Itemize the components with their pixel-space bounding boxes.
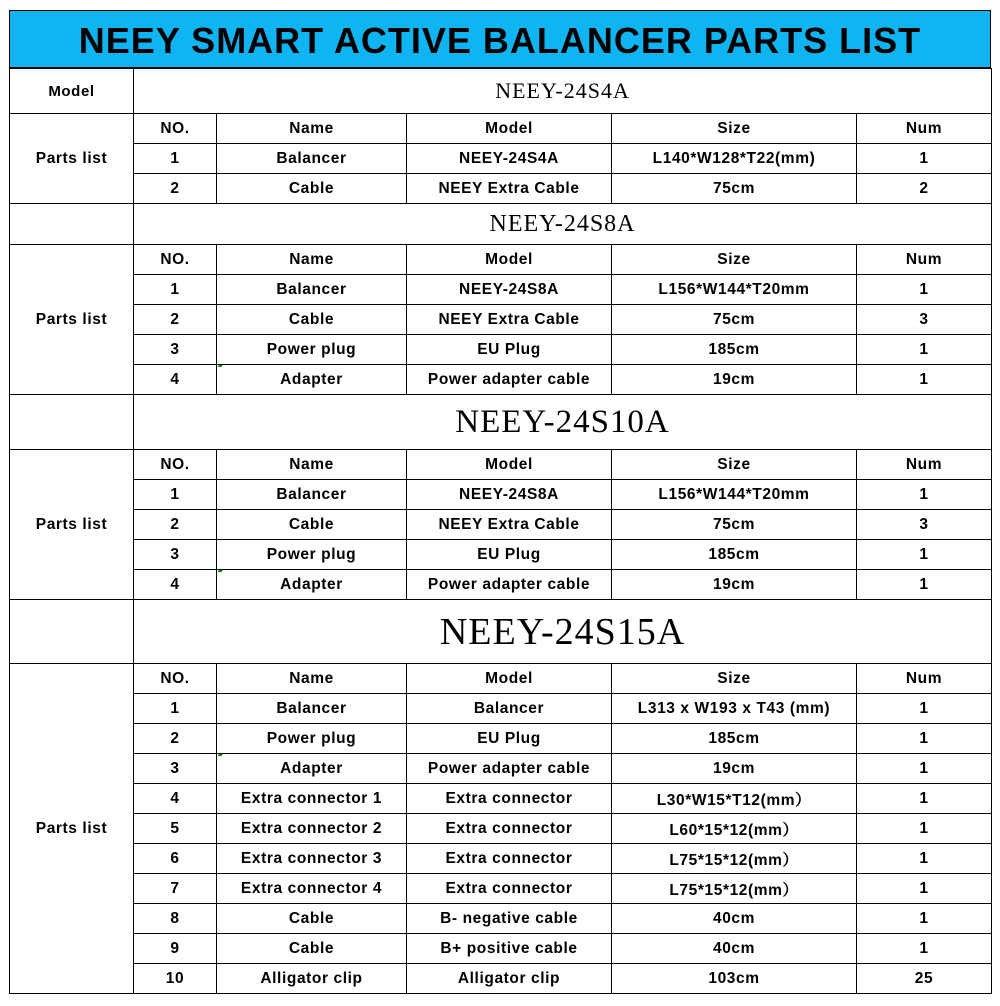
model-row	[10, 395, 992, 450]
model-name: NEEY-24S10A	[134, 395, 992, 450]
part-model: NEEY Extra Cable	[407, 305, 612, 335]
part-model: NEEY Extra Cable	[407, 174, 612, 204]
row-number: 8	[134, 904, 217, 934]
part-name: Cable	[217, 174, 407, 204]
part-size: 185cm	[612, 335, 857, 365]
part-size: 75cm	[612, 174, 857, 204]
part-quantity: 1	[857, 934, 992, 964]
part-size: 103cm	[612, 964, 857, 994]
table-row	[10, 510, 992, 540]
part-model: Alligator clip	[407, 964, 612, 994]
model-label	[10, 600, 134, 664]
part-quantity: 3	[857, 305, 992, 335]
part-name: Adapter	[217, 754, 407, 784]
column-header-part-size: Size	[612, 664, 857, 694]
row-number: 3	[134, 540, 217, 570]
table-row	[10, 934, 992, 964]
table-row	[10, 174, 992, 204]
column-header-row	[10, 664, 992, 694]
row-number: 3	[134, 335, 217, 365]
row-number: 1	[134, 694, 217, 724]
column-header-part-quantity: Num	[857, 114, 992, 144]
column-header-part-name: Name	[217, 664, 407, 694]
row-number: 2	[134, 174, 217, 204]
table-row	[10, 904, 992, 934]
part-size: L60*15*12(mm）	[612, 814, 857, 844]
part-model: Balancer	[407, 694, 612, 724]
part-quantity: 1	[857, 570, 992, 600]
column-header-part-size: Size	[612, 450, 857, 480]
part-size: 185cm	[612, 724, 857, 754]
table-row	[10, 570, 992, 600]
part-name: Cable	[217, 934, 407, 964]
part-quantity: 1	[857, 694, 992, 724]
part-size: L75*15*12(mm）	[612, 844, 857, 874]
part-model: Extra connector	[407, 844, 612, 874]
part-size: 75cm	[612, 510, 857, 540]
model-row	[10, 600, 992, 664]
row-number: 5	[134, 814, 217, 844]
column-header-part-model: Model	[407, 245, 612, 275]
model-label	[10, 204, 134, 245]
table-row	[10, 754, 992, 784]
part-quantity: 1	[857, 275, 992, 305]
part-name: Power plug	[217, 540, 407, 570]
part-name: Power plug	[217, 335, 407, 365]
part-name: Extra connector 2	[217, 814, 407, 844]
part-model: NEEY-24S8A	[407, 480, 612, 510]
column-header-part-name: Name	[217, 245, 407, 275]
part-quantity: 1	[857, 874, 992, 904]
model-label: Model	[10, 69, 134, 114]
column-header-part-name: Name	[217, 114, 407, 144]
part-size: L156*W144*T20mm	[612, 275, 857, 305]
part-size: L156*W144*T20mm	[612, 480, 857, 510]
table-row	[10, 694, 992, 724]
column-header-part-model: Model	[407, 114, 612, 144]
part-name: Extra connector 4	[217, 874, 407, 904]
part-model: Extra connector	[407, 874, 612, 904]
row-number: 6	[134, 844, 217, 874]
part-model: NEEY Extra Cable	[407, 510, 612, 540]
parts-table-body	[10, 69, 992, 994]
row-number: 7	[134, 874, 217, 904]
part-name: Extra connector 1	[217, 784, 407, 814]
parts-table	[9, 68, 992, 994]
table-row	[10, 305, 992, 335]
parts-list-label: Parts list	[10, 664, 134, 994]
part-size: L30*W15*T12(mm）	[612, 784, 857, 814]
model-row	[10, 69, 992, 114]
table-row	[10, 724, 992, 754]
part-quantity: 1	[857, 335, 992, 365]
column-header-part-size: Size	[612, 114, 857, 144]
table-row	[10, 874, 992, 904]
part-model: EU Plug	[407, 540, 612, 570]
part-name: Balancer	[217, 694, 407, 724]
table-row	[10, 365, 992, 395]
column-header-row-number: NO.	[134, 664, 217, 694]
part-size: 19cm	[612, 754, 857, 784]
table-row	[10, 480, 992, 510]
column-header-part-quantity: Num	[857, 450, 992, 480]
part-size: 75cm	[612, 305, 857, 335]
part-quantity: 1	[857, 844, 992, 874]
part-model: Power adapter cable	[407, 365, 612, 395]
model-name: NEEY-24S4A	[134, 69, 992, 114]
model-label	[10, 395, 134, 450]
column-header-row	[10, 245, 992, 275]
part-name: Adapter	[217, 570, 407, 600]
model-name: NEEY-24S8A	[134, 204, 992, 245]
part-model: Power adapter cable	[407, 754, 612, 784]
part-quantity: 3	[857, 510, 992, 540]
model-name: NEEY-24S15A	[134, 600, 992, 664]
page-title: NEEY SMART ACTIVE BALANCER PARTS LIST	[9, 10, 991, 68]
part-quantity: 1	[857, 365, 992, 395]
part-quantity: 1	[857, 904, 992, 934]
part-size: 40cm	[612, 934, 857, 964]
column-header-part-name: Name	[217, 450, 407, 480]
column-header-row-number: NO.	[134, 114, 217, 144]
part-size: L313 x W193 x T43 (mm)	[612, 694, 857, 724]
part-model: Extra connector	[407, 784, 612, 814]
part-name: Adapter	[217, 365, 407, 395]
part-model: NEEY-24S8A	[407, 275, 612, 305]
row-number: 2	[134, 724, 217, 754]
table-row	[10, 275, 992, 305]
part-quantity: 1	[857, 814, 992, 844]
parts-list-document	[9, 10, 991, 998]
part-model: EU Plug	[407, 335, 612, 365]
row-number: 4	[134, 784, 217, 814]
column-header-part-size: Size	[612, 245, 857, 275]
part-model: B- negative cable	[407, 904, 612, 934]
part-quantity: 1	[857, 784, 992, 814]
part-quantity: 1	[857, 144, 992, 174]
row-number: 9	[134, 934, 217, 964]
part-model: Extra connector	[407, 814, 612, 844]
part-size: 185cm	[612, 540, 857, 570]
part-quantity: 2	[857, 174, 992, 204]
column-header-part-model: Model	[407, 664, 612, 694]
part-name: Balancer	[217, 480, 407, 510]
row-number: 3	[134, 754, 217, 784]
row-number: 1	[134, 480, 217, 510]
part-size: 19cm	[612, 570, 857, 600]
parts-list-label: Parts list	[10, 114, 134, 204]
table-row	[10, 964, 992, 994]
table-row	[10, 784, 992, 814]
row-number: 2	[134, 305, 217, 335]
parts-list-label: Parts list	[10, 450, 134, 600]
part-model: Power adapter cable	[407, 570, 612, 600]
part-model: NEEY-24S4A	[407, 144, 612, 174]
part-model: B+ positive cable	[407, 934, 612, 964]
part-name: Balancer	[217, 275, 407, 305]
row-number: 4	[134, 570, 217, 600]
part-quantity: 1	[857, 540, 992, 570]
part-size: L140*W128*T22(mm)	[612, 144, 857, 174]
table-row	[10, 335, 992, 365]
table-row	[10, 814, 992, 844]
row-number: 10	[134, 964, 217, 994]
column-header-row	[10, 450, 992, 480]
column-header-part-quantity: Num	[857, 245, 992, 275]
part-name: Cable	[217, 904, 407, 934]
part-quantity: 1	[857, 724, 992, 754]
table-row	[10, 144, 992, 174]
part-name: Cable	[217, 305, 407, 335]
part-name: Cable	[217, 510, 407, 540]
table-row	[10, 844, 992, 874]
part-quantity: 25	[857, 964, 992, 994]
column-header-part-quantity: Num	[857, 664, 992, 694]
model-row	[10, 204, 992, 245]
row-number: 1	[134, 275, 217, 305]
part-size: L75*15*12(mm）	[612, 874, 857, 904]
column-header-row	[10, 114, 992, 144]
column-header-row-number: NO.	[134, 245, 217, 275]
column-header-row-number: NO.	[134, 450, 217, 480]
table-row	[10, 540, 992, 570]
part-name: Alligator clip	[217, 964, 407, 994]
parts-list-label: Parts list	[10, 245, 134, 395]
part-model: EU Plug	[407, 724, 612, 754]
part-name: Balancer	[217, 144, 407, 174]
part-quantity: 1	[857, 754, 992, 784]
column-header-part-model: Model	[407, 450, 612, 480]
part-name: Extra connector 3	[217, 844, 407, 874]
part-size: 40cm	[612, 904, 857, 934]
part-quantity: 1	[857, 480, 992, 510]
part-name: Power plug	[217, 724, 407, 754]
part-size: 19cm	[612, 365, 857, 395]
row-number: 2	[134, 510, 217, 540]
row-number: 1	[134, 144, 217, 174]
row-number: 4	[134, 365, 217, 395]
